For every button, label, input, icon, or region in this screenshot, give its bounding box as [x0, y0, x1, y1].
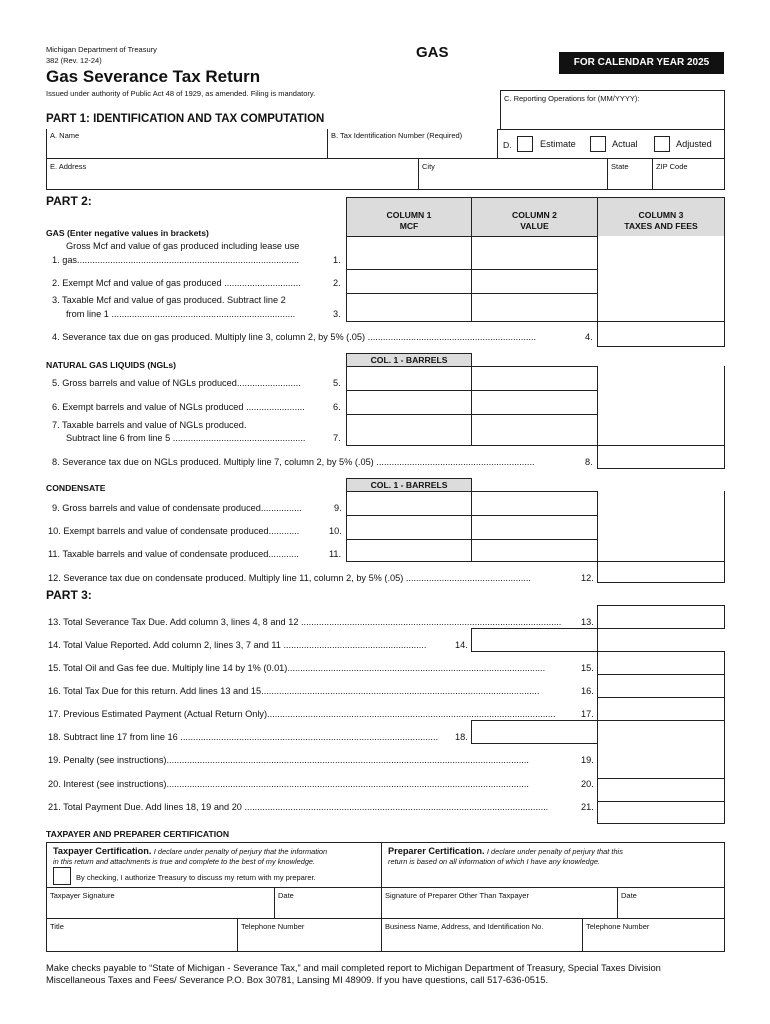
title-label: Title — [50, 922, 64, 931]
line2-label: 2. Exempt Mcf and value of gas produced .............................. — [52, 278, 301, 288]
line20-label: 20. Interest (see instructions).............................................................................................................................................. — [48, 779, 529, 789]
certification-heading: TAXPAYER AND PREPARER CERTIFICATION — [46, 829, 230, 839]
footer-mailing-line2: Miscellaneous Taxes and Fees/ Severance P.O. Box 30781, Lansing MI 48909. If you have questions, call 517-636-0515. — [46, 974, 549, 985]
part2-title: PART 2: — [46, 194, 92, 208]
form-title: Gas Severance Tax Return — [46, 67, 261, 86]
column1-header: COLUMN 1 MCF — [346, 197, 472, 237]
line19-number: 19. — [581, 755, 594, 765]
taxpayer-date-label: Date — [278, 891, 294, 900]
line10-barrels[interactable] — [346, 515, 472, 540]
agency-name: Michigan Department of Treasury — [46, 45, 157, 54]
preparer-phone-field[interactable] — [583, 919, 724, 951]
line7-number: 7. — [333, 433, 341, 443]
line10-number: 10. — [329, 526, 342, 536]
ngl-heading: NATURAL GAS LIQUIDS (NGLs) — [46, 360, 177, 370]
tin-field[interactable] — [327, 129, 498, 159]
calendar-year-badge: FOR CALENDAR YEAR 2025 — [559, 52, 724, 74]
d-label: D. — [503, 140, 512, 150]
line13-total-severance[interactable] — [597, 605, 725, 629]
condensate-column-header: COL. 1 - BARRELS — [346, 478, 472, 492]
line15-label: 15. Total Oil and Gas fee due. Multiply line 14 by 1% (0.01)..................................................................................................... — [48, 663, 546, 673]
address-label: E. Address — [50, 162, 87, 171]
part1-title: PART 1: IDENTIFICATION AND TAX COMPUTATION — [46, 113, 325, 125]
line14-label: 14. Total Value Reported. Add column 2, lines 3, 7 and 11 ........................................................ — [48, 640, 427, 650]
title-field[interactable] — [47, 919, 237, 951]
preparer-signature-label: Signature of Preparer Other Than Taxpayer — [385, 891, 529, 900]
preparer-phone-label: Telephone Number — [586, 922, 650, 931]
line21-number: 21. — [581, 802, 594, 812]
line4-label: 4. Severance tax due on gas produced. Multiply line 3, column 2, by 5% (.05) .................................................................. — [52, 332, 537, 342]
line14-total-value[interactable] — [471, 628, 598, 652]
gas-heading: GAS (Enter negative values in brackets) — [46, 228, 209, 238]
taxpayer-cert-title: Taxpayer Certification. — [53, 846, 152, 856]
line5-barrels[interactable] — [346, 366, 472, 391]
line19-penalty[interactable] — [598, 744, 724, 778]
authorize-preparer-label: By checking, I authorize Treasury to discuss my return with my preparer. — [76, 873, 316, 882]
line13-label: 13. Total Severance Tax Due. Add column 3, lines 4, 8 and 12 ...................................................................................................... — [48, 617, 562, 627]
city-label: City — [422, 162, 435, 171]
line3-label-a: 3. Taxable Mcf and value of gas produced. Subtract line 2 — [52, 295, 286, 305]
condensate-heading: CONDENSATE — [46, 483, 106, 493]
line20-number: 20. — [581, 779, 594, 789]
line5-label: 5. Gross barrels and value of NGLs produced......................... — [52, 378, 301, 388]
preparer-date-label: Date — [621, 891, 637, 900]
line17-previous-payment[interactable] — [598, 698, 724, 720]
line15-oil-gas-fee[interactable] — [598, 652, 724, 674]
line19-label: 19. Penalty (see instructions).............................................................................................................................................. — [48, 755, 529, 765]
line16-total-tax[interactable] — [598, 675, 724, 697]
line10-label: 10. Exempt barrels and value of condensate produced............ — [48, 526, 300, 536]
line11-barrels[interactable] — [346, 539, 472, 562]
taxpayer-cert-text1: I declare under penalty of perjury that the information — [153, 847, 328, 856]
column3-gas-spacer — [597, 236, 725, 322]
line20-interest[interactable] — [598, 779, 724, 801]
name-field[interactable] — [46, 129, 328, 159]
zip-label: ZIP Code — [656, 162, 688, 171]
line6-value[interactable] — [471, 390, 598, 415]
line5-number: 5. — [333, 378, 341, 388]
line12-label: 12. Severance tax due on condensate produced. Multiply line 11, column 2, by 5% (.05) ................................................. — [48, 573, 531, 583]
line3-number: 3. — [333, 309, 341, 319]
line4-tax[interactable] — [597, 321, 725, 347]
part3-title: PART 3: — [46, 588, 92, 602]
line1-mcf[interactable] — [346, 236, 472, 270]
preparer-date-field[interactable] — [618, 888, 724, 917]
line6-number: 6. — [333, 402, 341, 412]
line12-tax[interactable] — [597, 561, 725, 583]
form-revision: 382 (Rev. 12-24) — [46, 56, 102, 65]
line17-label: 17. Previous Estimated Payment (Actual Return Only)................................................................................................................. — [48, 709, 556, 719]
form-type: GAS — [416, 44, 449, 61]
actual-checkbox[interactable] — [590, 136, 606, 152]
adjusted-checkbox[interactable] — [654, 136, 670, 152]
taxpayer-signature-label: Taxpayer Signature — [50, 891, 115, 900]
state-label: State — [611, 162, 629, 171]
taxpayer-phone-field[interactable] — [238, 919, 380, 951]
reporting-period-label: C. Reporting Operations for (MM/YYYY): — [504, 94, 640, 103]
line1-label-a: Gross Mcf and value of gas produced including lease use — [66, 241, 300, 251]
line9-label: 9. Gross barrels and value of condensate produced................ — [52, 503, 302, 513]
line21-label: 21. Total Payment Due. Add lines 18, 19 and 20 ....................................................................................................................... — [48, 802, 549, 812]
tin-label: B. Tax Identification Number (Required) — [331, 131, 463, 140]
column3-header: COLUMN 3 TAXES AND FEES — [597, 197, 725, 237]
line2-mcf[interactable] — [346, 269, 472, 294]
line2-number: 2. — [333, 278, 341, 288]
ngl-column-header: COL. 1 - BARRELS — [346, 353, 472, 367]
preparer-cert-text1: I declare under penalty of perjury that this — [486, 847, 623, 856]
preparer-cert-title: Preparer Certification. — [388, 846, 485, 856]
line2-value[interactable] — [471, 269, 598, 294]
estimate-checkbox[interactable] — [517, 136, 533, 152]
line16-label: 16. Total Tax Due for this return. Add lines 13 and 15............................................................................................................. — [48, 686, 540, 696]
line18-subtract[interactable] — [471, 720, 598, 744]
reporting-period-field[interactable] — [500, 90, 725, 130]
line16-number: 16. — [581, 686, 594, 696]
footer-mailing-line1: Make checks payable to “State of Michigan - Severance Tax,” and mail completed report to Michigan Department of Treasury, Special Taxes Division — [46, 962, 661, 973]
line3-label-b: from line 1 ........................................................................ — [66, 309, 296, 319]
line18-number: 18. — [455, 732, 468, 742]
preparer-cert-text2: return is based on all information of which I have any knowledge. — [388, 857, 600, 866]
line14-number: 14. — [455, 640, 468, 650]
taxpayer-cert-text2: in this return and attachments is true and complete to the best of my knowledge. — [53, 857, 316, 866]
line12-number: 12. — [581, 573, 594, 583]
return-type-group — [497, 129, 725, 159]
business-info-field[interactable] — [382, 919, 582, 951]
taxpayer-date-field[interactable] — [275, 888, 380, 917]
actual-label: Actual — [612, 139, 638, 149]
line1-value[interactable] — [471, 236, 598, 270]
preparer-signature-field[interactable] — [382, 888, 617, 917]
line9-barrels[interactable] — [346, 491, 472, 516]
column3-condensate-spacer — [597, 491, 725, 562]
line11-number: 11. — [329, 549, 342, 559]
authority-note: Issued under authority of Public Act 48 of 1929, as amended. Filing is mandatory. — [46, 89, 316, 98]
zip-field[interactable] — [652, 158, 725, 190]
line10-value[interactable] — [471, 515, 598, 540]
line3-value[interactable] — [471, 293, 598, 322]
line6-label: 6. Exempt barrels and value of NGLs produced ....................... — [52, 402, 305, 412]
line7-label-a: 7. Taxable barrels and value of NGLs produced. — [52, 420, 247, 430]
name-label: A. Name — [50, 131, 80, 140]
line11-value[interactable] — [471, 539, 598, 562]
line15-number: 15. — [581, 663, 594, 673]
line11-label: 11. Taxable barrels and value of condensate produced............ — [48, 549, 299, 559]
line8-tax[interactable] — [597, 445, 725, 469]
column2-header: COLUMN 2 VALUE — [471, 197, 598, 237]
line3-mcf[interactable] — [346, 293, 472, 322]
line5-value[interactable] — [471, 366, 598, 391]
line9-value[interactable] — [471, 491, 598, 516]
taxpayer-signature-field[interactable] — [47, 888, 274, 917]
line4-number: 4. — [585, 332, 593, 342]
line17-number: 17. — [581, 709, 594, 719]
line1-label-b: 1. gas....................................................................................... — [52, 255, 300, 265]
business-info-label: Business Name, Address, and Identification No. — [385, 922, 544, 931]
authorize-preparer-checkbox[interactable] — [53, 867, 71, 885]
line7-value[interactable] — [471, 414, 598, 446]
address-field[interactable] — [46, 158, 419, 190]
line7-label-b: Subtract line 6 from line 5 .................................................... — [66, 433, 306, 443]
state-field[interactable] — [607, 158, 653, 190]
line9-number: 9. — [334, 503, 342, 513]
line6-barrels[interactable] — [346, 390, 472, 415]
line8-number: 8. — [585, 457, 593, 467]
line1-number: 1. — [333, 255, 341, 265]
line18-label: 18. Subtract line 17 from line 16 ..................................................................................................... — [48, 732, 439, 742]
taxpayer-phone-label: Telephone Number — [241, 922, 305, 931]
city-field[interactable] — [418, 158, 608, 190]
line7-barrels[interactable] — [346, 414, 472, 446]
column3-ngl-spacer — [597, 366, 725, 446]
line21-total-payment[interactable] — [598, 802, 724, 823]
adjusted-label: Adjusted — [676, 139, 712, 149]
line13-number: 13. — [581, 617, 594, 627]
estimate-label: Estimate — [540, 139, 576, 149]
line8-label: 8. Severance tax due on NGLs produced. Multiply line 7, column 2, by 5% (.05) .............................................................. — [52, 457, 535, 467]
